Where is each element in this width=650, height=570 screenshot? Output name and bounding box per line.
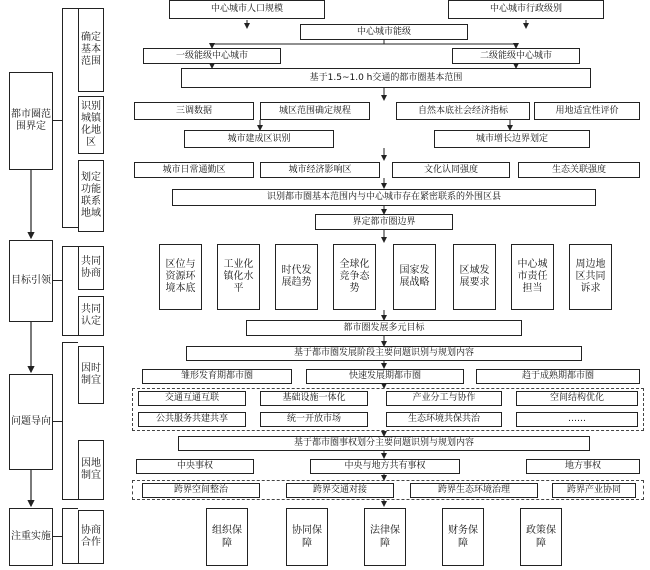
box-built-area: 城市建成区识别 [184,130,334,148]
box-source-1: 城区范围确定规程 [260,102,370,120]
box-power-0: 中央事权 [136,459,254,474]
box-linkage-0: 城市日常通勤区 [134,162,254,178]
box-power-1: 中央与地方共有事权 [310,459,460,474]
substage-joint-consultation: 共同协商 [78,246,104,290]
box-guarantee-4: 政策保障 [520,508,562,566]
brace-implementation [62,508,78,564]
substage-basic-range: 确定基本范围 [78,8,104,92]
stage-implementation: 注重实施 [9,508,53,566]
box-issue-7: …… [516,412,638,427]
box-factor-1: 工业化镇化水平 [217,244,260,310]
box-linkage-3: 生态关联强度 [518,162,640,178]
brace-problem [62,342,78,500]
box-linkage-2: 文化认同强度 [392,162,510,178]
box-phase-1: 快速发展期都市圈 [306,369,464,384]
box-source-0: 三调数据 [134,102,254,120]
box-guarantee-1: 协同保障 [286,508,328,566]
box-cross-2: 跨界生态环境治理 [410,483,538,498]
box-stage-based: 基于都市圈发展阶段主要问题识别与规划内容 [186,346,582,361]
brace-goal [62,246,78,336]
box-linkage-1: 城市经济影响区 [260,162,380,178]
box-guarantee-3: 财务保障 [442,508,484,566]
box-tier2: 二级能级中心城市 [452,48,580,64]
link-goal [53,280,62,281]
box-issue-1: 基础设施一体化 [260,391,368,406]
box-cross-1: 跨界交通对接 [286,483,394,498]
box-goals: 都市圈发展多元目标 [246,320,522,336]
box-identify-counties: 识别都市圈基本范围内与中心城市存在紧密联系的外围区县 [172,189,596,206]
box-guarantee-0: 组织保障 [206,508,248,566]
substage-urbanized-areas: 识别城镇化地区 [78,96,104,154]
substage-time-adapted: 因时制宜 [78,346,104,404]
box-power-2: 地方事权 [526,459,640,474]
link-implementation [53,536,62,537]
box-issue-6: 生态环境共保共治 [386,412,502,427]
box-issue-5: 统一开放市场 [260,412,368,427]
box-factor-6: 中心城市责任担当 [511,244,554,310]
link-problem [53,421,62,422]
substage-functional-linkage: 划定功能联系地域 [78,160,104,232]
box-factor-5: 区域发展要求 [453,244,496,310]
box-basic-range: 基于1.5~1.0 h交通的都市圈基本范围 [181,68,591,88]
stage-problem-orientation: 问题导向 [9,374,53,470]
box-factor-7: 周边地区共同诉求 [569,244,612,310]
box-factor-4: 国家发展战略 [393,244,436,310]
box-source-3: 用地适宜性评价 [534,102,640,120]
box-factor-2: 时代发展趋势 [275,244,318,310]
substage-joint-recognition: 共同认定 [78,296,104,336]
box-tier1: 一级能级中心城市 [143,48,281,64]
substage-place-adapted: 因地制宜 [78,440,104,500]
link-scope [53,120,62,121]
box-energy-level: 中心城市能级 [300,24,468,40]
box-factor-0: 区位与资源环境本底 [159,244,202,310]
box-guarantee-2: 法律保障 [364,508,406,566]
box-phase-0: 雏形发育期都市圈 [142,369,292,384]
box-factor-3: 全球化竞争态势 [333,244,376,310]
box-cross-0: 跨界空间整治 [142,483,260,498]
box-issue-3: 空间结构优化 [516,391,638,406]
box-cross-3: 跨界产业协同 [552,483,636,498]
box-issue-2: 产业分工与协作 [386,391,502,406]
substage-cooperation: 协商合作 [78,510,104,564]
brace-scope [62,8,78,228]
box-population: 中心城市人口规模 [169,0,325,19]
box-source-2: 自然本底社会经济指标 [396,102,530,120]
box-admin-level: 中心城市行政级别 [448,0,604,19]
box-power-based: 基于都市圈事权划分主要问题识别与规划内容 [178,436,590,451]
box-phase-2: 趋于成熟期都市圈 [476,369,640,384]
stage-scope-definition: 都市圈范围界定 [9,72,53,170]
box-issue-0: 交通互通互联 [138,391,246,406]
box-issue-4: 公共服务共建共享 [138,412,246,427]
box-boundary: 界定都市圈边界 [315,214,453,230]
box-growth-boundary: 城市增长边界划定 [434,130,590,148]
stage-goal-guidance: 目标引领 [9,240,53,322]
